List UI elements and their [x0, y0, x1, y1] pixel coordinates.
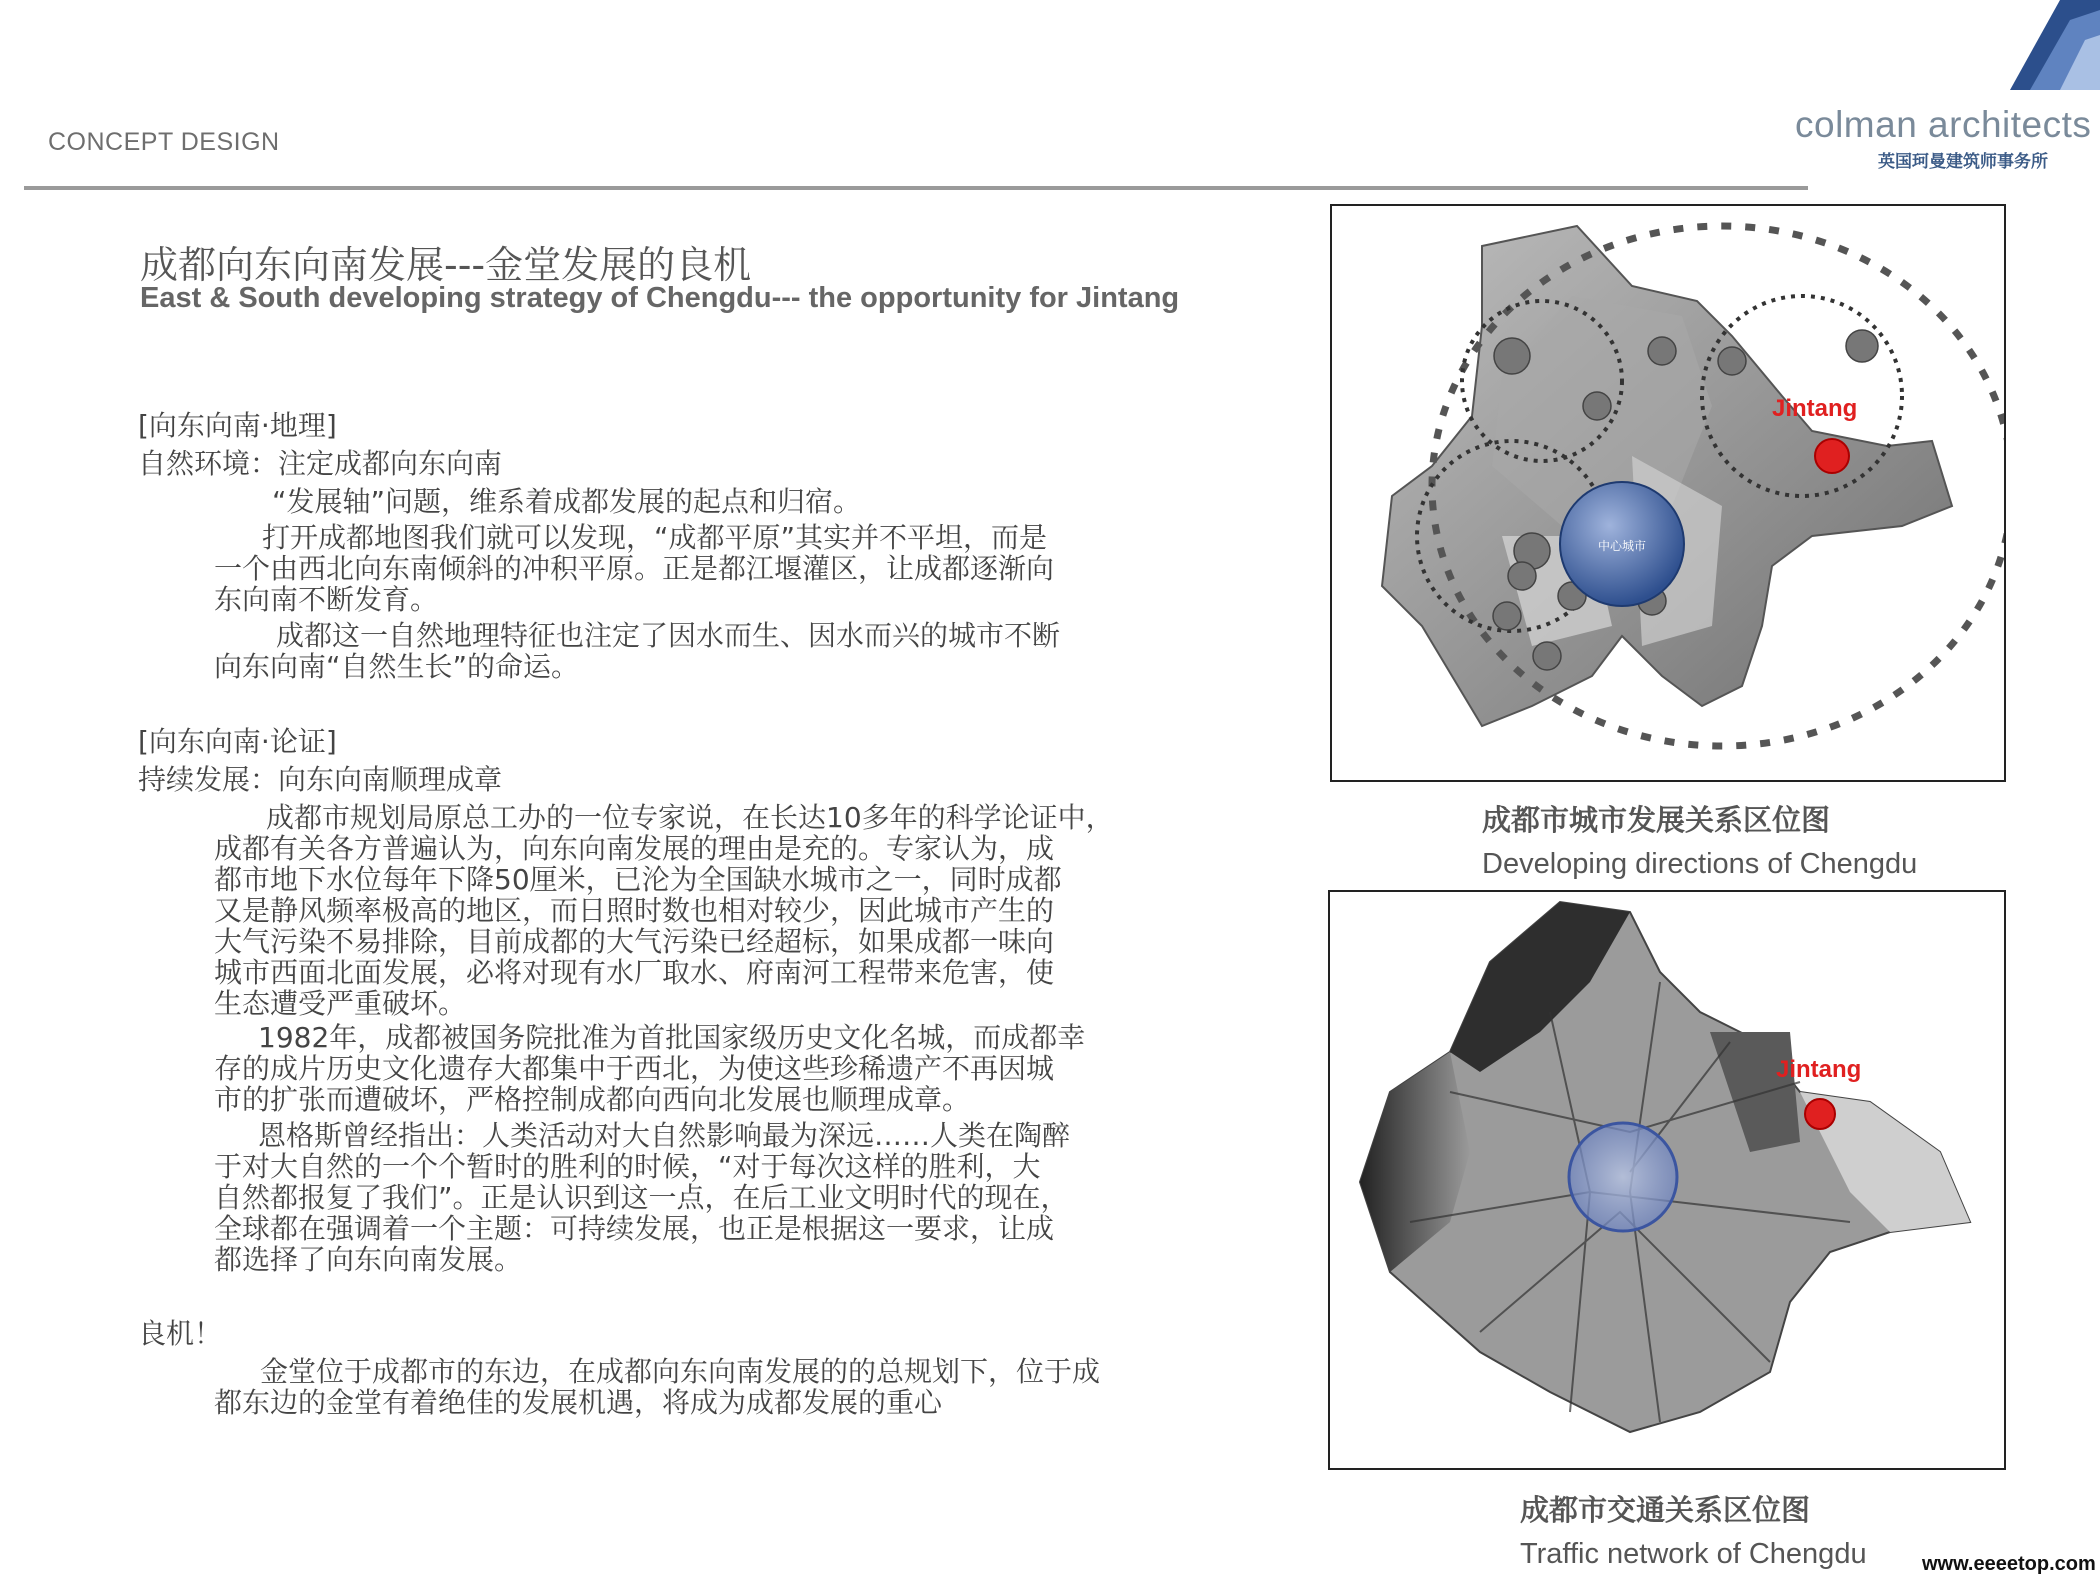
text-line: 大气污染不易排除，目前成都的大气污染已经超标，如果成都一味向 — [214, 925, 1055, 958]
text-line: 于对大自然的一个个暂时的胜利的时候，“对于每次这样的胜利，大 — [214, 1150, 1041, 1183]
text-line: 自然都报复了我们”。正是认识到这一点，在后工业文明时代的现在， — [214, 1181, 1069, 1214]
traffic-map-graphic — [1330, 892, 2004, 1468]
text-line: 生态遭受严重破坏。 — [214, 987, 467, 1020]
paragraph — [214, 802, 1184, 1019]
text-line: 全球都在强调着一个主题：可持续发展，也正是根据这一要求，让成 — [214, 1212, 1055, 1245]
section-subheading-arg: 持续发展：向东向南顺理成章 — [138, 763, 503, 796]
text-line: 东向南不断发育。 — [214, 583, 439, 616]
section-subheading-geo: 自然环境：注定成都向东向南 — [138, 447, 503, 480]
logo-icon — [1990, 0, 2100, 90]
brand-name-cn: 英国珂曼建筑师事务所 — [1878, 152, 2048, 172]
page-title-cn: 成都向东向南发展---金堂发展的良机 — [140, 243, 752, 287]
jintang-label: Jintang — [1772, 395, 1858, 422]
paragraph — [214, 620, 1184, 682]
text-line: 成都有关各方普遍认为，向东向南发展的理由是充的。专家认为，成 — [214, 832, 1055, 865]
paragraph: “发展轴”问题，维系着成都发展的起点和归宿。 — [272, 485, 862, 518]
paragraph — [214, 1356, 1184, 1418]
map-caption-cn: 成都市交通关系区位图 — [1520, 1493, 1811, 1527]
text-line: 打开成都地图我们就可以发现，“成都平原”其实并不平坦，而是 — [262, 521, 1048, 554]
watermark: www.eeeetop.com — [1922, 1553, 2096, 1575]
text-line: 成都这一自然地理特征也注定了因水而生、因水而兴的城市不断 — [276, 619, 1061, 652]
text-line: 又是静风频率极高的地区，而日照时数也相对较少，因此城市产生的 — [214, 894, 1055, 927]
development-map — [1330, 204, 2006, 782]
development-map-graphic — [1332, 206, 2004, 780]
section-heading-opp: 良机！ — [138, 1317, 223, 1350]
text-line: 成都市规划局原总工办的一位专家说，在长达10多年的科学论证中， — [266, 801, 1114, 834]
text-line: 1982年，成都被国务院批准为首批国家级历史文化名城，而成都幸 — [258, 1021, 1086, 1054]
map-caption-en: Developing directions of Chengdu — [1482, 848, 1918, 880]
section-heading-arg: [向东向南·论证] — [138, 725, 337, 758]
center-city-label: 中心城市 — [1597, 539, 1647, 553]
text-line: 城市西面北面发展，必将对现有水厂取水、府南河工程带来危害，使 — [214, 956, 1055, 989]
traffic-map — [1328, 890, 2006, 1470]
text-line: 市的扩张而遭破坏，严格控制成都向西向北发展也顺理成章。 — [214, 1083, 971, 1116]
section-label: CONCEPT DESIGN — [48, 128, 280, 156]
paragraph — [214, 1120, 1184, 1275]
header-rule — [24, 186, 1808, 190]
text-line: 都选择了向东向南发展。 — [214, 1243, 523, 1276]
text-line: 向东向南“自然生长”的命运。 — [214, 650, 580, 683]
text-line: 一个由西北向东南倾斜的冲积平原。正是都江堰灌区，让成都逐渐向 — [214, 552, 1055, 585]
paragraph — [214, 522, 1184, 615]
map-caption-cn: 成都市城市发展关系区位图 — [1482, 803, 1831, 837]
text-line: 都市地下水位每年下降50厘米，已沦为全国缺水城市之一，同时成都 — [214, 863, 1062, 896]
section-heading-geo: [向东向南·地理] — [138, 409, 337, 442]
text-line: 恩格斯曾经指出：人类活动对大自然影响最为深远……人类在陶醉 — [258, 1119, 1071, 1152]
jintang-label: Jintang — [1776, 1056, 1862, 1083]
page-title-en: East & South developing strategy of Chengdu--- the opportunity for Jintang — [140, 282, 1180, 314]
paragraph — [214, 1022, 1184, 1115]
text-line: 金堂位于成都市的东边，在成都向东向南发展的的总规划下，位于成 — [260, 1355, 1101, 1388]
brand-name: colman architects — [1795, 104, 2092, 145]
text-line: 存的成片历史文化遗存大都集中于西北，为使这些珍稀遗产不再因城 — [214, 1052, 1055, 1085]
map-caption-en: Traffic network of Chengdu — [1520, 1538, 1867, 1570]
text-line: 都东边的金堂有着绝佳的发展机遇，将成为成都发展的重心 — [214, 1386, 943, 1419]
